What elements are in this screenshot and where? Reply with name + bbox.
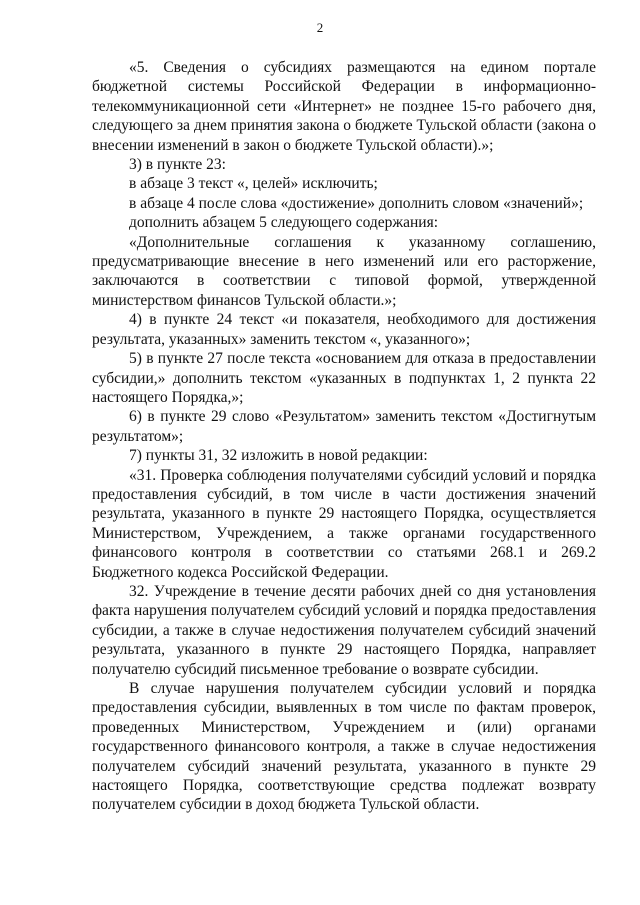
document-body — [92, 58, 596, 815]
page-number: 2 — [316, 20, 324, 35]
paragraph: 4) в пункте 24 текст «и показателя, необходимого для достижения результата, указанных» заменить текстом «, указанного»; — [92, 311, 596, 348]
paragraph: «5. Сведения о субсидиях размещаются на едином портале бюджетной системы Российской Федерации в информационно-телекоммуникационной сети «Интернет» не позднее 15-го рабочего дня, следующего за днем принятия закона о бюджете Тульской области (закона о внесении изменений в закон о бюджете Тульской области).»; — [92, 59, 596, 154]
paragraph: в абзаце 4 после слова «достижение» дополнить словом «значений»; — [129, 194, 584, 212]
paragraph: дополнить абзацем 5 следующего содержания: — [129, 214, 439, 232]
paragraph: «Дополнительные соглашения к указанному соглашению, предусматривающие внесение в него изменений или его расторжение, заключаются в соответствии с типовой формой, утвержденной министерством финансов Тульской области.»; — [92, 233, 596, 309]
paragraph: 32. Учреждение в течение десяти рабочих дней со дня установления факта нарушения получателем субсидий условий и порядка предоставления субсидии, а также в случае недостижения получателем субсидий значений результата, указанного в пункте 29 настоящего Порядка, направляет получателю субсидий письменное требование о возврате субсидии. — [92, 582, 596, 678]
paragraph: 7) пункты 31, 32 изложить в новой редакции: — [129, 447, 428, 465]
paragraph: 3) в пункте 23: — [129, 156, 226, 174]
paragraph: В случае нарушения получателем субсидии условий и порядка предоставления субсидии, выявленных в том числе по фактам проверок, проведенных Министерством, Учреждением и (или) органами государственного финансового контроля, а также в случае недостижения получателем субсидий значений результата, указанного в пункте 29 настоящего Порядка, соответствующие средства подлежат возврату получателем субсидии в доход бюджета Тульской области. — [92, 680, 596, 814]
paragraph: 6) в пункте 29 слово «Результатом» заменить текстом «Достигнутым результатом»; — [92, 408, 596, 445]
paragraph: в абзаце 3 текст «, целей» исключить; — [129, 175, 378, 193]
paragraph: 5) в пункте 27 после текста «основанием для отказа в предоставлении субсидии,» дополнить текстом «указанных в подпунктах 1, 2 пункта 22 настоящего Порядка,»; — [92, 350, 596, 406]
paragraph: «31. Проверка соблюдения получателями субсидий условий и порядка предоставления субсидий, в том числе в части достижения значений результата, указанного в пункте 29 настоящего Порядка, осуществляется Министерством, Учреждением, а также органами государственного финансового контроля в соответствии со статьями 268.1 и 269.2 Бюджетного кодекса Российской Федерации. — [92, 466, 596, 581]
